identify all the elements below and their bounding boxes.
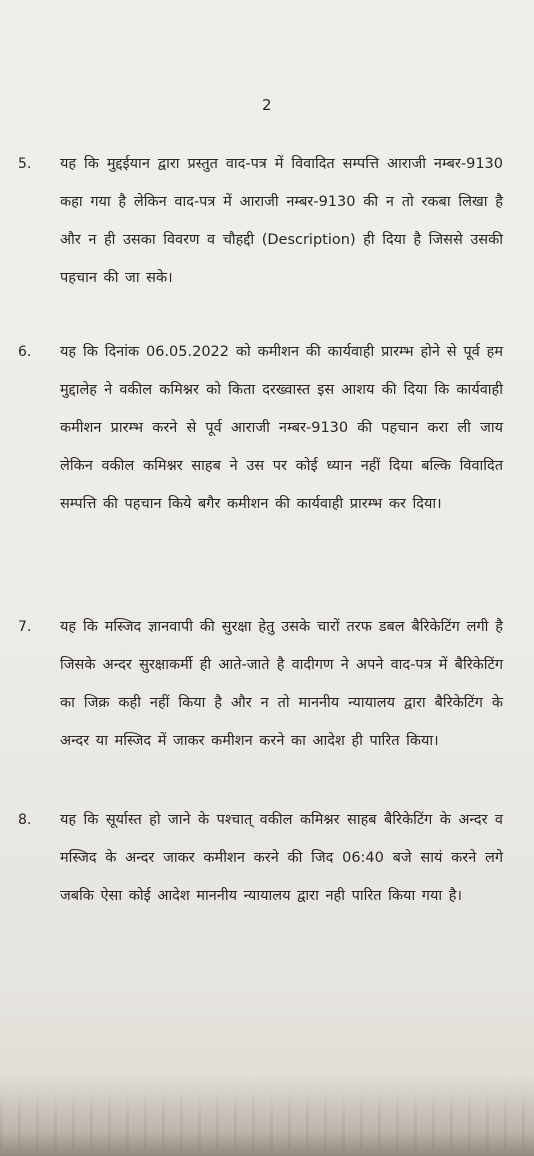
paragraph-text: यह कि सूर्यास्त हो जाने के पश्चात् वकील कमिश्नर साहब बैरिकेटिंग के अन्दर व मस्जिद के अन्दर जाकर कमीशन करने की जिद 06:40 बजे सायं करने लगे जबकि ऐसा कोई आदेश माननीय न्यायालय द्वारा नही पारित किया गया है। xyxy=(60,812,503,904)
page-bottom-shadow xyxy=(0,1076,534,1156)
page-number: 2 xyxy=(261,96,273,114)
paragraph-text: यह कि मुद्दईयान द्वारा प्रस्तुत वाद-पत्र में विवादित सम्पत्ति आराजी नम्बर-9130 कहा गया है लेकिन वाद-पत्र में आराजी नम्बर-9130 की न तो रकबा लिखा है और न ही उसका विवरण व चौहद्दी (Description) ही दिया है जिससे उसकी पहचान की जा सके। xyxy=(60,156,503,286)
paragraph-text: यह कि दिनांक 06.05.2022 को कमीशन की कार्यवाही प्रारम्भ होने से पूर्व हम मुद्दालेह ने वकील कमिश्नर को किता दरख्वास्त इस आशय की दिया कि कार्यवाही कमीशन प्रारम्भ करने से पूर्व आराजी नम्बर-9130 की पहचान करा ली जाय लेकिन वकील कमिश्नर साहब ने उस पर कोई ध्यान नहीं दिया बल्कि विवादित सम्पत्ति की पहचान किये बगैर कमीशन की कार्यवाही प्रारम्भ कर दिया। xyxy=(60,344,503,512)
paragraph-number: 6. xyxy=(18,344,32,360)
paragraph-text: यह कि मस्जिद ज्ञानवापी की सुरक्षा हेतु उसके चारों तरफ डबल बैरिकेटिंग लगी है जिसके अन्दर सुरक्षाकर्मी ही आते-जाते है वादीगण ने अपने वाद-पत्र में बैरिकेटिंग का जिक्र कही नहीं किया है और न तो माननीय न्यायालय द्वारा बैरिकेटिंग के अन्दर या मस्जिद में जाकर कमीशन करने का आदेश ही पारित किया। xyxy=(60,619,503,749)
paragraph-number: 8. xyxy=(18,812,32,828)
paragraph-number: 5. xyxy=(18,156,32,172)
paragraph-number: 7. xyxy=(18,619,32,635)
